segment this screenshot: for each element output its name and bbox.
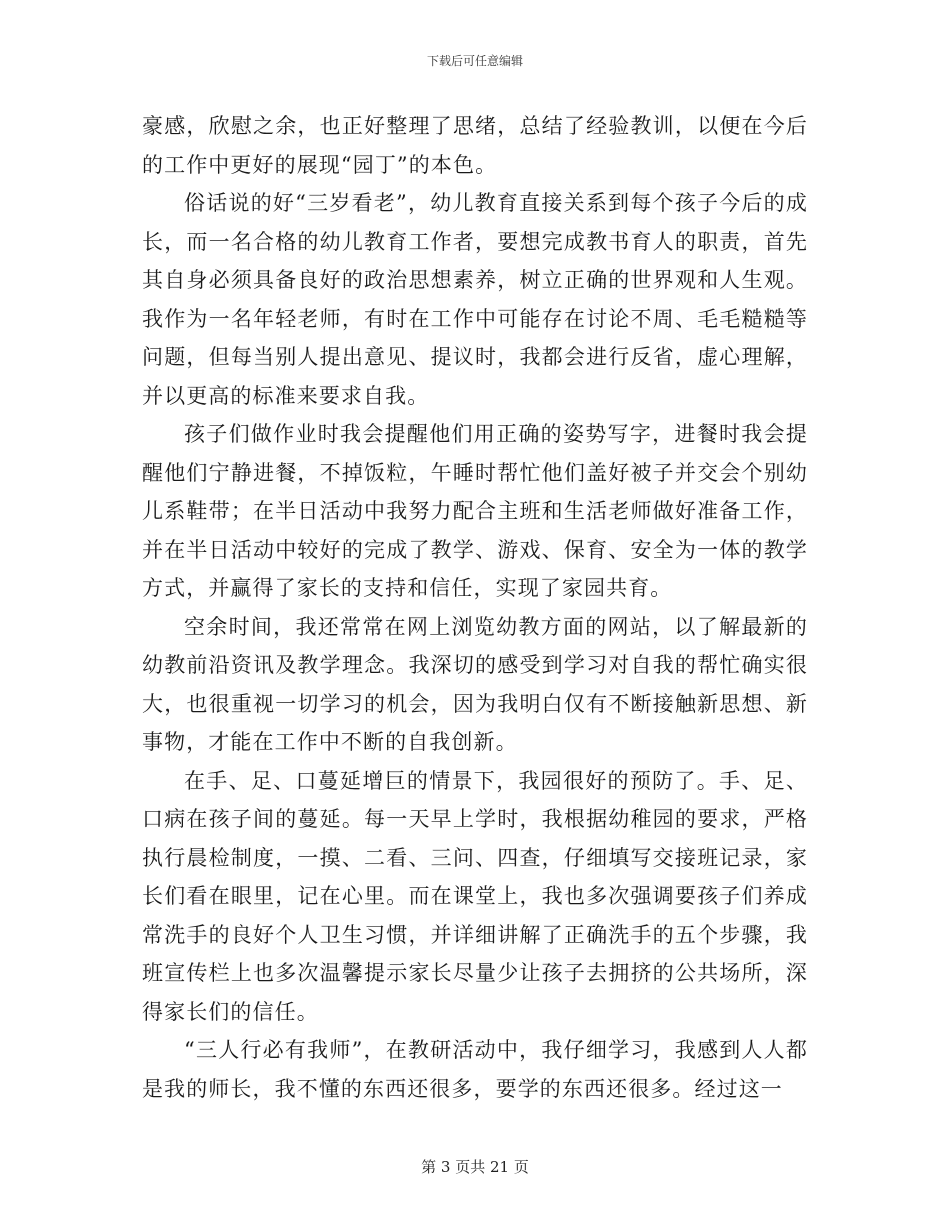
page-header: 下载后可任意编辑 <box>426 54 523 68</box>
paragraph-5: 在手、足、口蔓延增巨的情景下，我园很好的预防了。手、足、口病在孩子间的蔓延。每一天早上学时，我根据幼稚园的要求，严格执行晨检制度，一摸、二看、三问、四查，仔细填写交接班记录，家长们看在眼里，记在心里。而在课堂上，我也多次强调要孩子们养成常洗手的良好个人卫生习惯，并详细讲解了正确洗手的五个步骤，我班宣传栏上也多次温馨提示家长尽量少让孩子去拥挤的公共场所，深得家长们的信任。 <box>142 768 808 1024</box>
document-body <box>142 107 808 1108</box>
paragraph-6: “三人行必有我师”，在教研活动中，我仔细学习，我感到人人都是我的师长，我不懂的东西还很多，要学的东西还很多。经过这一 <box>142 1038 808 1101</box>
paragraph-3: 孩子们做作业时我会提醒他们用正确的姿势写字，进餐时我会提醒他们宁静进餐，不掉饭粒，午睡时帮忙他们盖好被子并交会个别幼儿系鞋带；在半日活动中我努力配合主班和生活老师做好准备工作，并在半日活动中较好的完成了教学、游戏、保育、安全为一体的教学方式，并赢得了家长的支持和信任，实现了家园共育。 <box>142 422 808 600</box>
paragraph-2: 俗话说的好“三岁看老”，幼儿教育直接关系到每个孩子今后的成长，而一名合格的幼儿教育工作者，要想完成教书育人的职责，首先其自身必须具备良好的政治思想素养，树立正确的世界观和人生观。我作为一名年轻老师，有时在工作中可能存在讨论不周、毛毛糙糙等问题，但每当别人提出意见、提议时，我都会进行反省，虚心理解，并以更高的标准来要求自我。 <box>142 191 808 408</box>
page-footer: 第 3 页共 21 页 <box>421 1158 529 1176</box>
paragraph-1: 豪感，欣慰之余，也正好整理了思绪，总结了经验教训，以便在今后的工作中更好的展现“园丁”的本色。 <box>142 114 808 177</box>
paragraph-4: 空余时间，我还常常在网上浏览幼教方面的网站，以了解最新的幼教前沿资讯及教学理念。我深切的感受到学习对自我的帮忙确实很大，也很重视一切学习的机会，因为我明白仅有不断接触新思想、新事物，才能在工作中不断的自我创新。 <box>142 614 808 754</box>
